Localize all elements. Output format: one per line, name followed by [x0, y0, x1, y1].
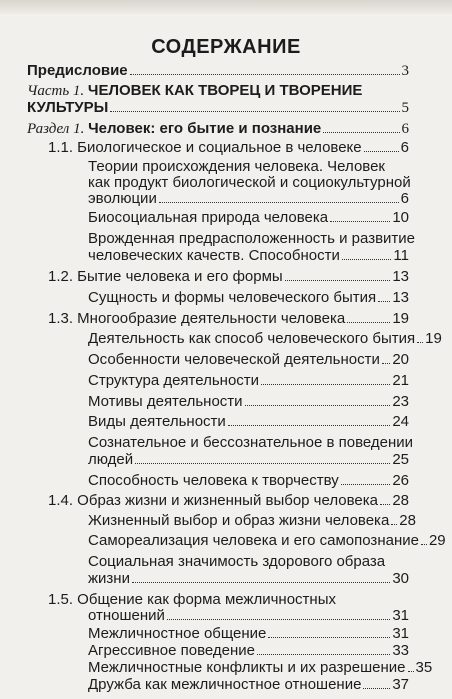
- toc-entry: [48, 492, 409, 510]
- toc-entry-page: 31: [392, 607, 409, 625]
- toc-entry: [88, 607, 409, 625]
- toc-entry-line: Врожденная предрасположенность и развитие: [88, 229, 416, 247]
- toc-entry-text: Способность человека к творчеству: [88, 471, 339, 489]
- toc-entry-page: 20: [392, 351, 409, 369]
- toc-entry-text: [27, 120, 321, 138]
- leader-dots: [285, 280, 391, 281]
- leader-dots: [382, 363, 390, 364]
- toc-entry-text: 1.1. Биологическое и социальное в человеке: [48, 139, 362, 157]
- toc-entry-text: 1.2. Бытие человека и его формы: [48, 268, 283, 286]
- leader-dots: [391, 524, 397, 525]
- toc-entry-page: 35: [415, 659, 433, 676]
- toc-entry-page: 26: [392, 471, 409, 489]
- toc-entry-page: 31: [392, 625, 409, 643]
- toc-entry-text: КУЛЬТУРЫ: [27, 98, 109, 116]
- leader-dots: [132, 582, 390, 583]
- toc-entry-page: 13: [392, 289, 409, 306]
- leader-dots: [364, 151, 399, 152]
- toc-entry: [88, 659, 433, 677]
- toc-entry-page: 6: [400, 139, 409, 157]
- leader-dots: [341, 484, 391, 485]
- leader-dots: [380, 504, 390, 505]
- toc-entry-text: Агрессивное поведение: [88, 642, 256, 660]
- toc-entry-text: Биосоциальная природа человека: [88, 208, 329, 226]
- toc-entry-text: Деятельность как способ человеческого бытия: [88, 330, 416, 348]
- toc-entry-text: Мотивы деятельности: [88, 392, 243, 410]
- toc-entry-text: Структура деятельности: [88, 371, 260, 389]
- toc-entry: [88, 625, 409, 643]
- toc-entry: [88, 642, 409, 660]
- leader-dots: [110, 111, 399, 112]
- toc-entry-text: эволюции: [88, 190, 157, 208]
- toc-entry-page: 13: [392, 268, 409, 286]
- toc-entry-text: 1.4. Образ жизни и жизненный выбор человека: [48, 492, 378, 510]
- section-title: Человек: его бытие и познание: [88, 120, 322, 138]
- leader-dots: [417, 342, 423, 343]
- leader-dots: [408, 671, 414, 672]
- toc-entry-page: 21: [392, 371, 409, 389]
- leader-dots: [421, 544, 427, 545]
- toc-entry-text: Виды деятельности: [88, 413, 226, 431]
- leader-dots: [261, 384, 390, 385]
- toc-entry-page: 19: [392, 309, 409, 327]
- leader-dots: [228, 425, 391, 426]
- leader-dots: [363, 688, 390, 689]
- leader-dots: [130, 74, 400, 75]
- leader-dots: [159, 202, 399, 203]
- toc-entry-text: Межличностное общение: [88, 625, 267, 643]
- toc-entry-page: 24: [392, 413, 409, 431]
- toc-entry: [88, 393, 409, 411]
- toc-entry-page: 6: [401, 121, 409, 138]
- leader-dots: [245, 405, 391, 406]
- toc-entry-page: 5: [401, 99, 409, 116]
- previous-page-edge: [0, 0, 452, 14]
- toc-entry: [27, 99, 409, 117]
- toc-entry-page: 6: [400, 190, 409, 208]
- leader-dots: [330, 221, 390, 222]
- toc-entry-text: людей: [88, 450, 134, 468]
- toc-entry-line: Социальная значимость здорового образа: [88, 552, 386, 570]
- toc-entry-text: Сущность и формы человеческого бытия: [88, 289, 377, 306]
- toc-entry-text: человеческих качеств. Способности: [88, 246, 340, 264]
- toc-entry-page: 28: [399, 512, 416, 530]
- leader-dots: [342, 259, 392, 260]
- page-title: СОДЕРЖАНИЕ: [151, 36, 301, 58]
- part-prefix: Часть 1.: [27, 82, 85, 99]
- toc-entry-text: Предисловие: [27, 62, 128, 79]
- leader-dots: [378, 301, 390, 302]
- toc-entry: [88, 570, 409, 588]
- toc-entry-line: [27, 82, 362, 100]
- toc-entry-text: отношений: [88, 607, 165, 625]
- toc-entry: [48, 310, 409, 328]
- toc-entry: [88, 451, 409, 469]
- toc-entry-text: жизни: [88, 569, 130, 587]
- toc-entry: [88, 676, 409, 694]
- toc-entry-text: Жизненный выбор и образ жизни человека: [88, 512, 390, 530]
- leader-dots: [268, 637, 390, 638]
- toc-entry-page: 10: [392, 208, 409, 226]
- toc-entry-page: 11: [393, 246, 409, 264]
- toc-entry: [88, 289, 409, 307]
- toc-entry-page: 19: [425, 330, 442, 348]
- toc-entry-line: Теории происхождения человека. Человек: [88, 158, 385, 176]
- toc-entry: [27, 62, 409, 80]
- toc-entry-text: ЧЕЛОВЕК КАК ТВОРЕЦ И ТВОРЕНИЕ: [87, 81, 363, 99]
- toc-entry-line: Сознательное и бессознательное в поведении: [88, 434, 414, 451]
- toc-entry-line: 1.5. Общение как форма межличностных: [48, 591, 336, 609]
- toc-entry: [88, 472, 409, 490]
- toc-entry: [88, 209, 409, 227]
- leader-dots: [347, 322, 390, 323]
- toc-entry-text: Дружба как межличностное отношение: [88, 676, 362, 693]
- toc-entry-page: 28: [392, 492, 409, 510]
- toc-entry: [88, 247, 409, 265]
- toc-entry-page: 3: [401, 63, 409, 79]
- toc-entry: [27, 120, 409, 138]
- leader-dots: [257, 654, 390, 655]
- toc-entry: [88, 531, 446, 550]
- toc-entry-text: Самореализация человека и его самопознание: [88, 531, 419, 549]
- toc-entry: [48, 139, 409, 157]
- toc-entry: [88, 190, 409, 208]
- toc-entry: [88, 372, 409, 390]
- toc-entry: [88, 351, 409, 369]
- leader-dots: [135, 463, 390, 464]
- toc-entry: [88, 330, 442, 348]
- toc-entry-text: 1.3. Многообразие деятельности человека: [48, 309, 346, 327]
- toc-entry-text: Особенности человеческой деятельности: [88, 351, 380, 369]
- toc-entry-page: 23: [392, 392, 409, 410]
- leader-dots: [323, 132, 399, 133]
- toc-entry-page: 30: [392, 569, 409, 587]
- toc-entry-page: 25: [392, 450, 409, 468]
- toc-entry: [48, 268, 409, 286]
- leader-dots: [167, 619, 390, 620]
- toc-entry: [88, 413, 409, 431]
- toc-entry-page: 33: [392, 642, 409, 660]
- toc-entry-line: как продукт биологической и социокультурной: [88, 174, 411, 192]
- toc-entry-page: 37: [392, 676, 409, 693]
- toc-entry-page: 29: [428, 531, 446, 549]
- toc-entry-text: Межличностные конфликты и их разрешение: [88, 659, 406, 676]
- section-prefix: Раздел 1.: [27, 121, 85, 138]
- toc-entry: [88, 512, 416, 530]
